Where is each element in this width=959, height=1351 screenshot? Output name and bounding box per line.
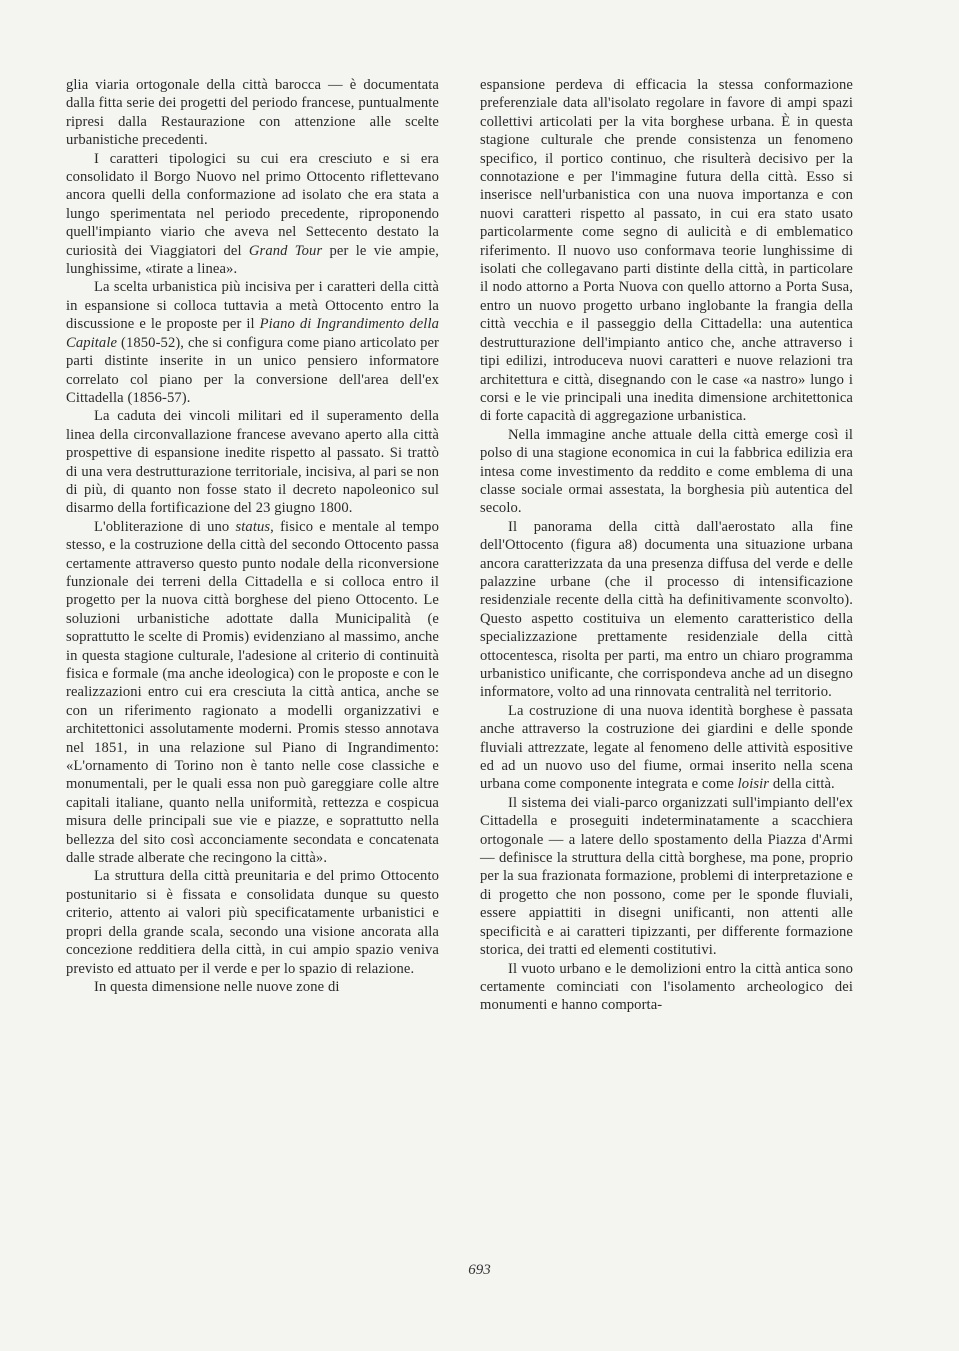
paragraph: L'obliterazione di uno status, fisico e mentale al tempo stesso, e la costruzione della città del secondo Ottocento passa certamente attraverso questo punto nodale della riconversione funzionale dei terreni della Cittadella e si colloca entro il progetto per la nuova città borghese del pieno Ottocento. Le soluzioni urbanistiche adottate dalla Municipalità (e soprattutto le scelte di Promis) evidenziano al massimo, anche in questa stagione culturale, l'adesione al criterio di continuità fisica e formale (ma anche ideologica) con le proposte e con le realizzazioni entro cui era cresciuta la città antica, anche se con un riferimento ragionato a modelli organizzativi e architettonici assolutamente moderni. Promis stesso annotava nel 1851, in una relazione sul Piano di Ingrandimento: «L'ornamento di Torino non è tanto nelle cose classiche e monumentali, per le quali essa non può gareggiare colle altre capitali italiane, quanto nella uniformità, rettezza e cospicua misura delle principali sue vie e piazze, e soprattutto nella bellezza del sito così acconciamente secondata e concatenata dalle strade alberate che recingono la città». bbox=[66, 518, 439, 867]
paragraph: La scelta urbanistica più incisiva per i caratteri della città in espansione si colloca tuttavia a metà Ottocento entro la discussione e le proposte per il Piano di Ingrandimento della Capitale (1850-52), che si configura come piano articolato per parti distinte inserite in un unico pensiero informatore correlato col piano per la conversione dell'area dell'ex Cittadella (1856-57). bbox=[66, 279, 439, 406]
paragraph: glia viaria ortogonale della città barocca — è documentata dalla fitta serie dei progetti del periodo francese, puntualmente ripresi dalla Restaurazione con attenzione alle scelte urbanistiche precedenti. bbox=[66, 77, 439, 149]
paragraph: Nella immagine anche attuale della città emerge così il polso di una stagione economica in cui la fabbrica edilizia era intesa come investimento da reddito e come emblema di una classe sociale ormai assestata, la borghesia più autentica del secolo. bbox=[480, 426, 853, 517]
paragraph: La costruzione di una nuova identità borghese è passata anche attraverso la costruzione dei giardini e delle sponde fluviali attrezzate, legate al fenomeno delle attività espositive ed ad un nuovo uso del fiume, ormai inserito nella scena urbana come componente integrata e come loisir della città. bbox=[480, 702, 853, 793]
paragraph: Il vuoto urbano e le demolizioni entro la città antica sono certamente cominciati con l'isolamento archeologico dei monumenti e hanno comporta- bbox=[480, 960, 853, 1014]
paragraph: La caduta dei vincoli militari ed il superamento della linea della circonvallazione francese avevano aperto alla città prospettive di espansione inedite rispetto al passato. Si trattò di una vera destrutturazione territoriale, incisiva, al pari se non di più, di quanto non fosse stato il decreto napoleonico sul disarmo della fortificazione del 23 giugno 1800. bbox=[66, 408, 439, 517]
paragraph: Il panorama della città dall'aerostato alla fine dell'Ottocento (figura a8) documenta una situazione urbana ancora caratterizzata da una presenza diffusa del verde e delle palazzine urbane (che il processo di intensificazione residenziale recente della città ha definitivamente sconvolto). Questo aspetto costituiva un elemento caratteristico della specializzazione prettamente residenziale della città ottocentesca, risolta per parti, ma entro un chiaro programma urbanistico unificante, che corrispondeva anche ad un disegno informatore, volto ad una rinnovata centralità nel territorio. bbox=[480, 518, 853, 701]
paragraph: espansione perdeva di efficacia la stessa conformazione preferenziale data all'isolato regolare in favore di ampi spazi collettivi articolati per la vita borghese urbana. È in questa stagione culturale che prende consistenza un fenomeno specifico, il portico continuo, che risulterà decisivo per la connotazione e per l'immagine futura della città. Esso si inserisce nell'urbanistica con una nuova importanza e con nuovi caratteri rispetto al passato, in cui era stato usato particolarmente come segno di aulicità e di emblematico riferimento. Il nuovo uso conformava teorie lunghissime di isolati che collegavano parti distinte della città, in particolare il nodo attorno a Porta Nuova con quello attorno a Porta Susa, entro un nuovo progetto urbano inglobante la frangia della città vecchia e il passeggio della Cittadella: una autentica destrutturazione dell'impianto antico che, anche attraverso i tipi edilizi, introduceva nuovi caratteri e nuove relazioni tra architettura e città, disegnando con le case «a nastro» lungo i corsi e le vie principali una inedita dimensione architettonica di forte capacità di aggregazione urbanistica. bbox=[480, 77, 853, 425]
paragraph: La struttura della città preunitaria e del primo Ottocento postunitario si è fissata e consolidata dunque su questo criterio, attento ai valori più specificatamente urbanistici e propri della grande scala, secondo una visione ancorata alla concezione redditiera della città, in cui ampio spazio veniva previsto ed attuato per il verde e per lo spazio di relazione. bbox=[66, 868, 439, 977]
left-text-column bbox=[66, 76, 439, 996]
page-number: 693 bbox=[468, 1262, 491, 1278]
paragraph: In questa dimensione nelle nuove zone di bbox=[94, 978, 340, 995]
paragraph: I caratteri tipologici su cui era cresciuto e si era consolidato il Borgo Nuovo nel primo Ottocento riflettevano ancora quelli della conformazione ad isolato che era stata a lungo sperimentata nel periodo precedente, riproponendo quell'impianto viario che aveva nel Settecento destato la curiosità dei Viaggiatori del Grand Tour per le vie ampie, lunghissime, «tirate a linea». bbox=[66, 150, 439, 278]
paragraph: Il sistema dei viali-parco organizzati sull'impianto dell'ex Cittadella e proseguiti indeterminatamente a scacchiera ortogonale — a latere dello spostamento della Piazza d'Armi — definisce la struttura della città borghese, ma pone, proprio per la sua frazionata formazione, problemi di interpretazione e di progetto che non possono, come per le sponde fluviali, essere appiattiti in disegni unificanti, non attenti alle specificità e ai caratteri tipizzanti, per differente formazione storica, dei tratti ed elementi costitutivi. bbox=[480, 794, 853, 959]
right-text-column bbox=[480, 76, 853, 1015]
